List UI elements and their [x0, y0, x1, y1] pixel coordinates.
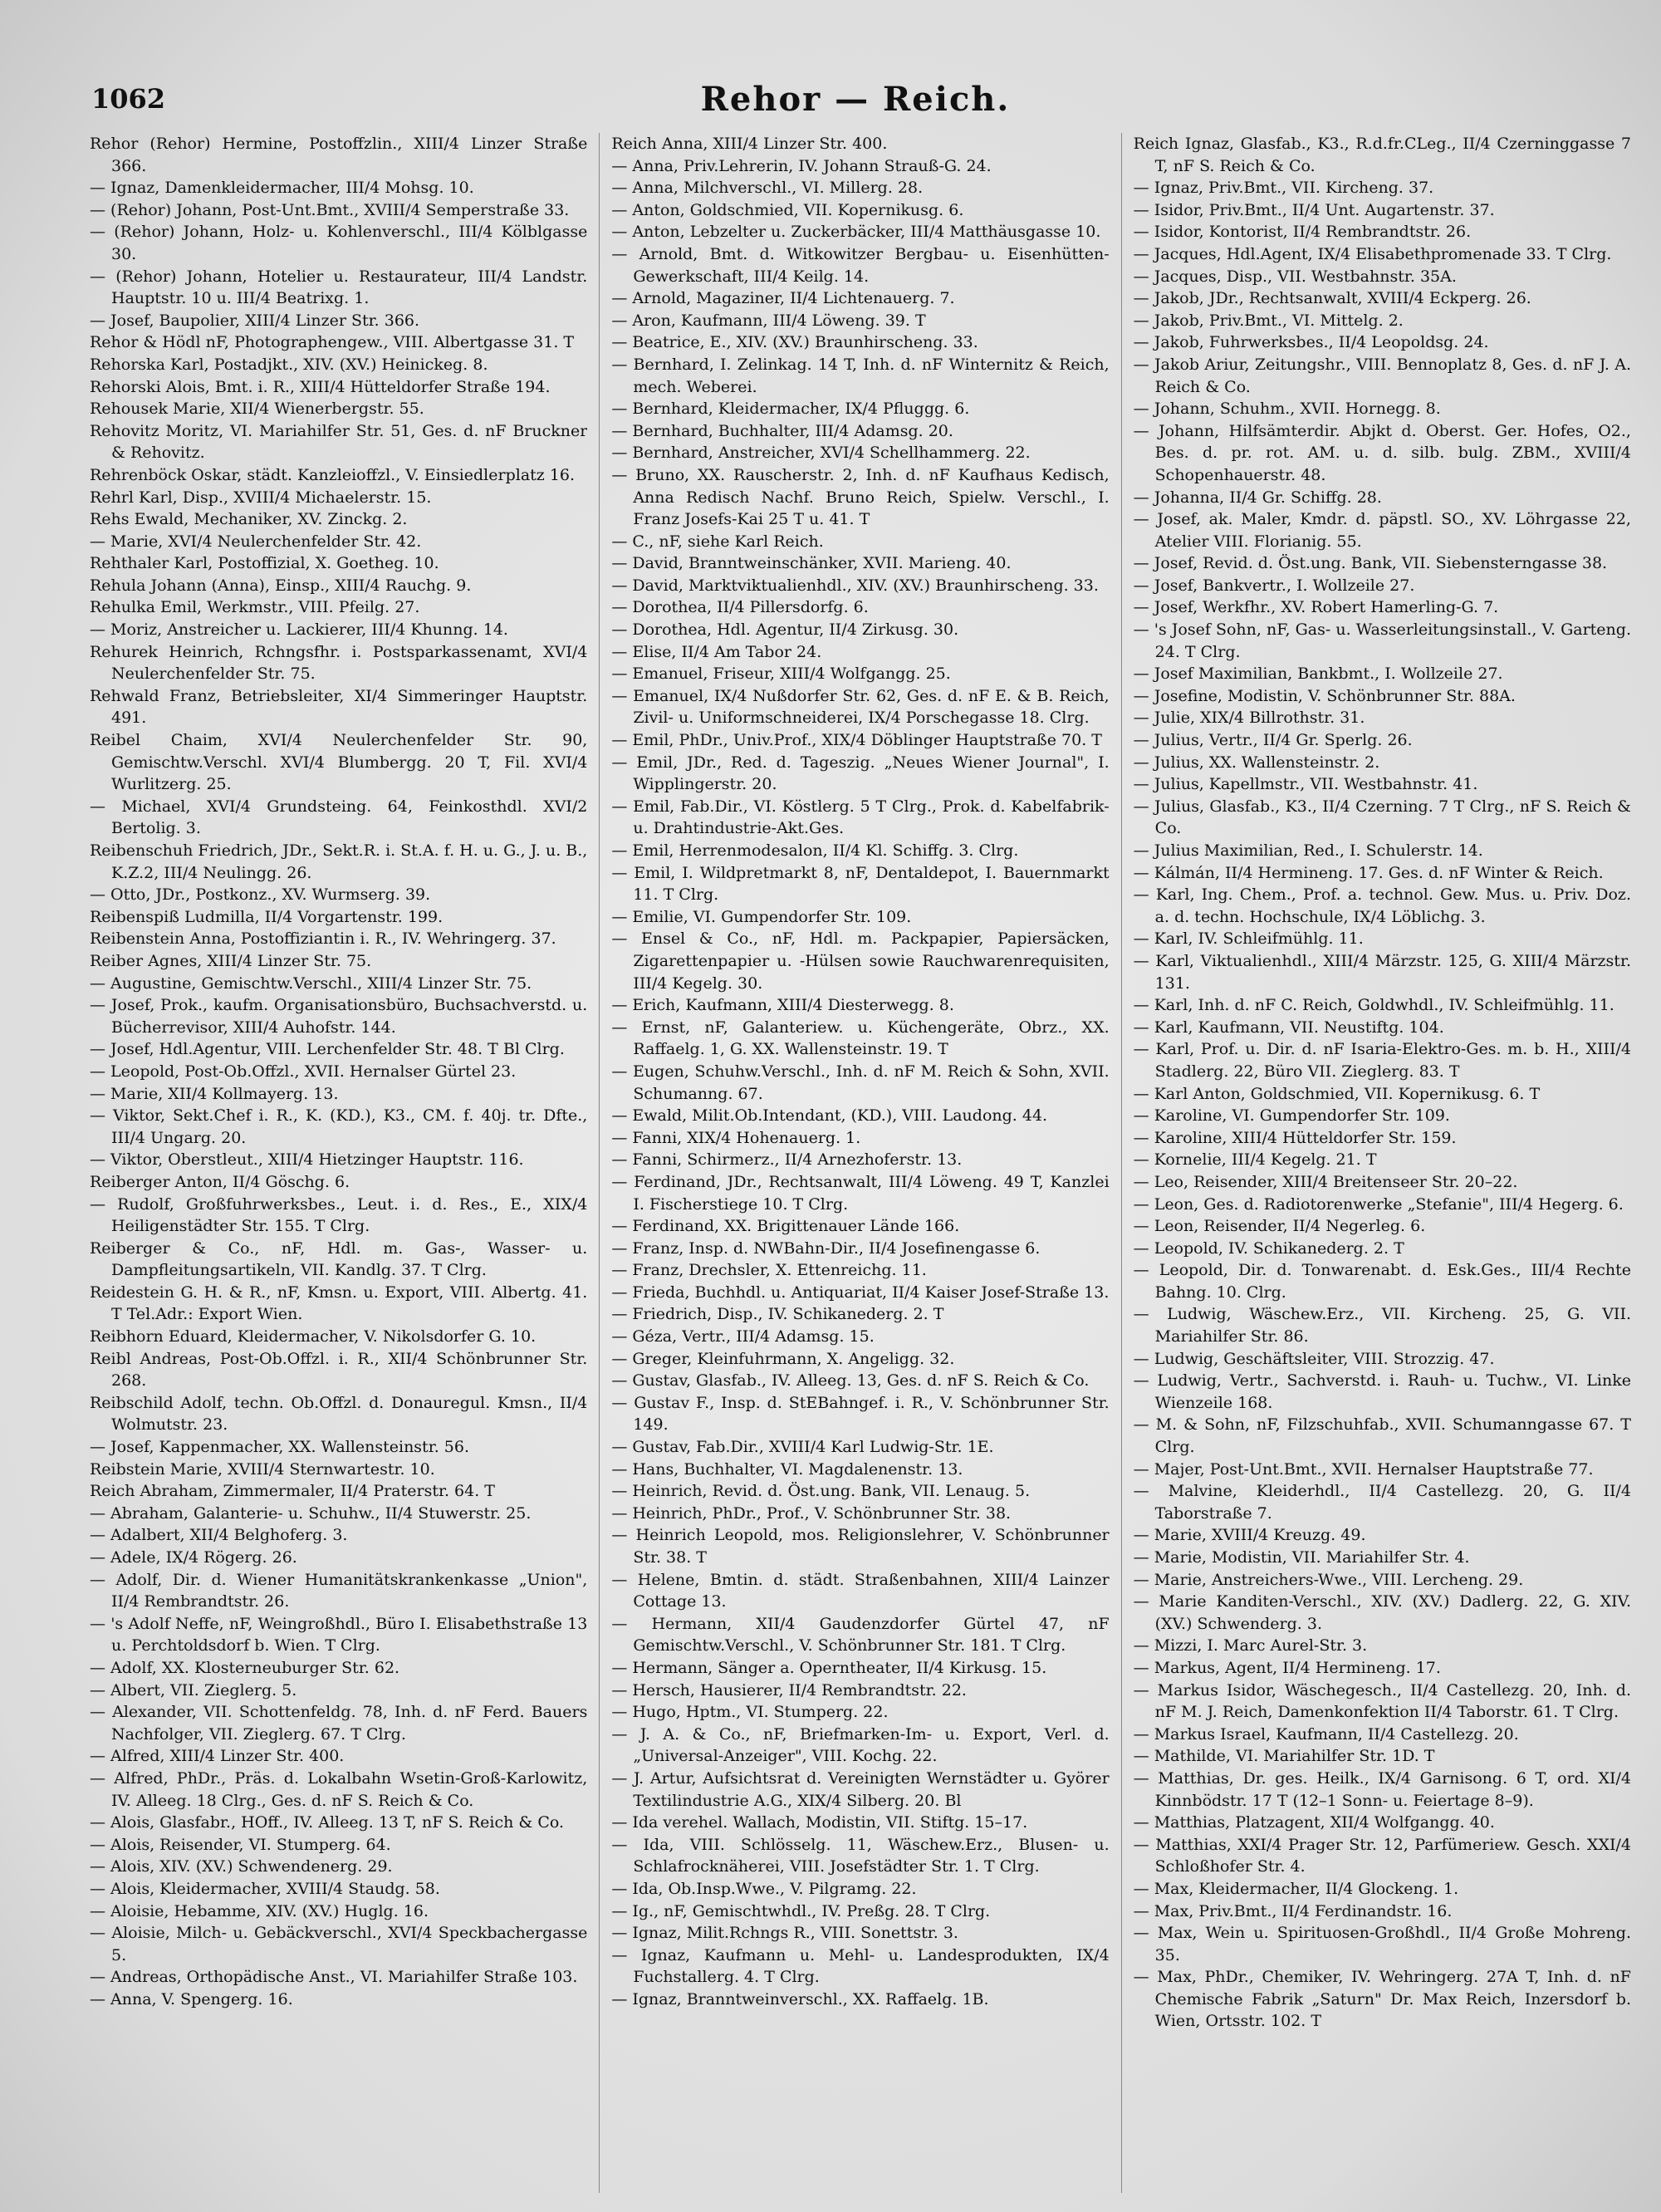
directory-entry: Rehovitz Moritz, VI. Mariahilfer Str. 51, Ges. d. nF Bruckner & Rehovitz. — [90, 421, 588, 463]
column-2 — [611, 133, 1109, 2193]
directory-entry: — Otto, JDr., Postkonz., XV. Wurmserg. 39. — [90, 885, 431, 905]
directory-entry: Rehrl Karl, Disp., XVIII/4 Michaelerstr. 15. — [90, 488, 432, 507]
directory-entry: — Viktor, Sekt.Chef i. R., K. (KD.), K3., CM. f. 40j. tr. Dfte., III/4 Ungarg. 20. — [90, 1106, 588, 1147]
directory-entry: — Emanuel, IX/4 Nußdorfer Str. 62, Ges. d. nF E. & B. Reich, Zivil- u. Uniformschneiderei, IX/4 Porschegasse 18. Clrg. — [611, 686, 1110, 728]
directory-entry: — Aron, Kaufmann, III/4 Löweng. 39. T — [611, 311, 926, 330]
directory-entry: — Erich, Kaufmann, XIII/4 Diesterwegg. 8. — [611, 996, 954, 1015]
directory-entry: — Gustav, Glasfab., IV. Alleeg. 13, Ges. d. nF S. Reich & Co. — [611, 1371, 1090, 1390]
directory-entry: — Bruno, XX. Rauscherstr. 2, Inh. d. nF Kaufhaus Kedisch, Anna Redisch Nachf. Bruno Reich, Spielw. Verschl., I. Franz Josefs-Kai 25 T u. 41. T — [611, 465, 1110, 529]
directory-entry: — Josef, Prok., kaufm. Organisationsbüro, Buchsachverstd. u. Bücherrevisor, XIII/4 Auhofstr. 144. — [90, 996, 588, 1037]
directory-entry: Rehorska Karl, Postadjkt., XIV. (XV.) Heinickeg. 8. — [90, 355, 488, 374]
directory-entry: — Albert, VII. Zieglerg. 5. — [90, 1680, 297, 1699]
directory-entry: Reibenschuh Friedrich, JDr., Sekt.R. i. St.A. f. H. u. G., J. u. B., K.Z.2, III/4 Neulingg. 26. — [90, 841, 588, 882]
directory-entry: — Mathilde, VI. Mariahilfer Str. 1D. T — [1133, 1747, 1435, 1766]
directory-entry: — Géza, Vertr., III/4 Adamsg. 15. — [611, 1327, 875, 1346]
directory-entry: — Josef, Revid. d. Öst.ung. Bank, VII. Siebensterngasse 38. — [1133, 554, 1608, 573]
directory-entry: Reibschild Adolf, techn. Ob.Offzl. d. Donauregul. Kmsn., II/4 Wolmutstr. 23. — [90, 1393, 588, 1435]
directory-entry: — Jacques, Disp., VII. Westbahnstr. 35A. — [1133, 267, 1457, 286]
directory-entry: — Frieda, Buchhdl. u. Antiquariat, II/4 Kaiser Josef-Straße 13. — [611, 1283, 1110, 1302]
directory-entry: — Hermann, XII/4 Gaudenzdorfer Gürtel 47, nF Gemischtw.Verschl., V. Schönbrunner Str. 181. T Clrg. — [611, 1614, 1110, 1655]
directory-entry: — Ewald, Milit.Ob.Intendant, (KD.), VIII. Laudong. 44. — [611, 1106, 1048, 1126]
directory-entry: — Ida verehel. Wallach, Modistin, VII. Stiftg. 15–17. — [611, 1813, 1028, 1832]
directory-entry: — Leon, Ges. d. Radiotorenwerke „Stefanie", III/4 Hegerg. 6. — [1133, 1194, 1624, 1214]
directory-entry: — Isidor, Kontorist, II/4 Rembrandtstr. 26. — [1133, 223, 1472, 242]
directory-entry: — Hans, Buchhalter, VI. Magdalenenstr. 13. — [611, 1459, 963, 1479]
directory-entry: Rehrenböck Oskar, städt. Kanzleioffzl., V. Einsiedlerplatz 16. — [90, 465, 576, 484]
directory-entry: — Matthias, XXI/4 Prager Str. 12, Parfümeriew. Gesch. XXI/4 Schloßhofer Str. 4. — [1133, 1835, 1631, 1876]
directory-entry: Reibhorn Eduard, Kleidermacher, V. Nikolsdorfer G. 10. — [90, 1327, 537, 1346]
directory-entry: — Ignaz, Branntweinverschl., XX. Raffaelg. 1B. — [611, 1989, 989, 2008]
directory-entry: — Ig., nF, Gemischtwhdl., IV. Preßg. 28. T Clrg. — [611, 1901, 991, 1920]
directory-entry: — Adalbert, XII/4 Belghoferg. 3. — [90, 1526, 348, 1545]
directory-entry: — Karoline, XIII/4 Hütteldorfer Str. 159. — [1133, 1128, 1457, 1147]
directory-entry: Rehor (Rehor) Hermine, Postoffzlin., XIII/4 Linzer Straße 366. — [90, 135, 588, 175]
directory-entry: — Eugen, Schuhw.Verschl., Inh. d. nF M. Reich & Sohn, XVII. Schumanng. 67. — [611, 1062, 1110, 1103]
directory-entry: — Bernhard, Buchhalter, III/4 Adamsg. 20. — [611, 421, 953, 440]
directory-entry: — M. & Sohn, nF, Filzschuhfab., XVII. Schumanngasse 67. T Clrg. — [1133, 1415, 1631, 1457]
directory-entry: — Abraham, Galanterie- u. Schuhw., II/4 Stuwerstr. 25. — [90, 1503, 532, 1523]
directory-entry: — Marie, XVIII/4 Kreuzg. 49. — [1133, 1526, 1366, 1545]
directory-entry: — (Rehor) Johann, Holz- u. Kohlenverschl., III/4 Kölblgasse 30. — [90, 223, 588, 263]
directory-entry: — Alfred, XIII/4 Linzer Str. 400. — [90, 1747, 345, 1766]
directory-entry: — Ludwig, Wäschew.Erz., VII. Kircheng. 25, G. VII. Mariahilfer Str. 86. — [1133, 1305, 1631, 1346]
directory-entry: — Gustav, Fab.Dir., XVIII/4 Karl Ludwig-Str. 1E. — [611, 1438, 994, 1457]
directory-entry: — Max, Priv.Bmt., II/4 Ferdinandstr. 16. — [1133, 1901, 1453, 1920]
directory-entry: Rehwald Franz, Betriebsleiter, XI/4 Simmeringer Hauptstr. 491. — [90, 686, 588, 728]
directory-entry: — Julius, Kapellmstr., VII. Westbahnstr. 41. — [1133, 775, 1478, 794]
directory-entry: — Markus, Agent, II/4 Hermineng. 17. — [1133, 1658, 1441, 1677]
directory-entry: — Alois, Kleidermacher, XVIII/4 Staudg. 58. — [90, 1879, 440, 1898]
directory-entry: — Arnold, Magaziner, II/4 Lichtenauerg. 7. — [611, 289, 955, 308]
directory-entry: — Bernhard, Kleidermacher, IX/4 Pfluggg. 6. — [611, 400, 970, 419]
directory-entry: — Jakob, Priv.Bmt., VI. Mittelg. 2. — [1133, 311, 1404, 330]
directory-entry: — Anna, Priv.Lehrerin, IV. Johann Strauß-G. 24. — [611, 156, 992, 175]
directory-entry: — Max, PhDr., Chemiker, IV. Wehringerg. 27A T, Inh. d. nF Chemische Fabrik „Saturn" Dr. Max Reich, Inzersdorf b. Wien, Ortsstr. 102. T — [1133, 1968, 1631, 2031]
directory-entry: — Alois, XIV. (XV.) Schwendenerg. 29. — [90, 1857, 393, 1876]
directory-entry: Rehor & Hödl nF, Photographengew., VIII. Albertgasse 31. T — [90, 333, 575, 352]
directory-entry: — Karl, IV. Schleifmühlg. 11. — [1133, 929, 1364, 949]
directory-entry: — Markus Isidor, Wäschegesch., II/4 Castellezg. 20, Inh. d. nF M. J. Reich, Damenkonfektion II/4 Taborstr. 61. T Clrg. — [1133, 1680, 1631, 1722]
directory-entry: — Hugo, Hptm., VI. Stumperg. 22. — [611, 1703, 889, 1722]
directory-entry: — J. A. & Co., nF, Briefmarken-Im- u. Export, Verl. d. „Universal-Anzeiger", VIII. Kochg. 22. — [611, 1724, 1110, 1766]
directory-entry: — J. Artur, Aufsichtsrat d. Vereinigten Wernstädter u. Györer Textilindustrie A.G., XIX/4 Silberg. 20. Bl — [611, 1768, 1110, 1810]
directory-entry: — Alois, Glasfabr., HOff., IV. Alleeg. 13 T, nF S. Reich & Co. — [90, 1813, 565, 1832]
directory-entry: — Josef, Baupolier, XIII/4 Linzer Str. 366. — [90, 311, 420, 330]
directory-entry: — Marie, Anstreichers-Wwe., VIII. Lercheng. 29. — [1133, 1570, 1524, 1589]
directory-entry: — Franz, Insp. d. NWBahn-Dir., II/4 Josefinengasse 6. — [611, 1238, 1041, 1258]
directory-entry: — Ignaz, Priv.Bmt., VII. Kircheng. 37. — [1133, 179, 1434, 198]
page-number: 1062 — [91, 83, 166, 115]
directory-entry: — Josef, ak. Maler, Kmdr. d. päpstl. SO., XV. Löhrgasse 22, Atelier VIII. Florianig. 55. — [1133, 510, 1631, 551]
directory-entry: — Alfred, PhDr., Präs. d. Lokalbahn Wsetin-Groß-Karlowitz, IV. Alleeg. 18 Clrg., Ges. d. nF S. Reich & Co. — [90, 1768, 588, 1810]
directory-entry: — Ludwig, Vertr., Sachverstd. i. Rauh- u. Tuchw., VI. Linke Wienzeile 168. — [1133, 1371, 1631, 1412]
directory-entry: — Marie, XII/4 Kollmayerg. 13. — [90, 1084, 339, 1103]
directory-entry: — Emil, JDr., Red. d. Tageszig. „Neues Wiener Journal", I. Wipplingerstr. 20. — [611, 753, 1110, 794]
directory-entry: — Rudolf, Großfuhrwerksbes., Leut. i. d. Res., E., XIX/4 Heiligenstädter Str. 155. T Clrg. — [90, 1194, 588, 1236]
directory-entry: — Karl, Viktualienhdl., XIII/4 Märzstr. 125, G. XIII/4 Märzstr. 131. — [1133, 951, 1631, 993]
directory-entry: — David, Branntweinschänker, XVII. Marieng. 40. — [611, 554, 1012, 573]
directory-entry: — Dorothea, II/4 Pillersdorfg. 6. — [611, 598, 869, 617]
directory-entry: Rehulka Emil, Werkmstr., VIII. Pfeilg. 27. — [90, 598, 420, 617]
directory-entry: — David, Marktviktualienhdl., XIV. (XV.) Braunhirscheng. 33. — [611, 576, 1099, 595]
directory-entry: Reiber Agnes, XIII/4 Linzer Str. 75. — [90, 951, 372, 970]
directory-entry: — Josef Maximilian, Bankbmt., I. Wollzeile 27. — [1133, 665, 1503, 684]
directory-entry: — Beatrice, E., XIV. (XV.) Braunhirscheng. 33. — [611, 333, 978, 352]
directory-entry: — Aloisie, Hebamme, XIV. (XV.) Huglg. 16. — [90, 1901, 429, 1920]
directory-entry: — Ernst, nF, Galanteriew. u. Küchengeräte, Obrz., XX. Raffaelg. 1, G. XX. Wallensteinstr. 19. T — [611, 1018, 1110, 1059]
directory-entry: — Andreas, Orthopädische Anst., VI. Mariahilfer Straße 103. — [90, 1968, 578, 1987]
directory-entry: — Marie, Modistin, VII. Mariahilfer Str. 4. — [1133, 1548, 1470, 1567]
directory-entry: — Julius, Glasfab., K3., II/4 Czerning. 7 T Clrg., nF S. Reich & Co. — [1133, 797, 1631, 838]
directory-entry: — Marie, XVI/4 Neulerchenfelder Str. 42. — [90, 532, 422, 551]
directory-entry: — Kálmán, II/4 Hermineng. 17. Ges. d. nF Winter & Reich. — [1133, 863, 1604, 882]
directory-entry: — Dorothea, Hdl. Agentur, II/4 Zirkusg. 30. — [611, 620, 959, 640]
directory-entry: — Karl Anton, Goldschmied, VII. Kopernikusg. 6. T — [1133, 1084, 1541, 1103]
directory-entry: — Karl, Prof. u. Dir. d. nF Isaria-Elektro-Ges. m. b. H., XIII/4 Stadlerg. 22, Büro VII. Zieglerg. 83. T — [1133, 1040, 1631, 1081]
directory-entry: — Friedrich, Disp., IV. Schikanederg. 2. T — [611, 1305, 944, 1324]
directory-entry: — Max, Wein u. Spirituosen-Großhdl., II/4 Große Mohreng. 35. — [1133, 1924, 1631, 1964]
directory-entry: — Karl, Kaufmann, VII. Neustiftg. 104. — [1133, 1018, 1444, 1037]
directory-entry: Reich Ignaz, Glasfab., K3., R.d.fr.CLeg., II/4 Czerninggasse 7 T, nF S. Reich & Co. — [1133, 135, 1631, 175]
directory-entry: — Adolf, XX. Klosterneuburger Str. 62. — [90, 1658, 400, 1677]
directory-entry: — Emilie, VI. Gumpendorfer Str. 109. — [611, 907, 912, 926]
directory-entry: — Karl, Ing. Chem., Prof. a. technol. Gew. Mus. u. Priv. Doz. a. d. techn. Hochschule, IX/4 Löblichg. 3. — [1133, 885, 1631, 926]
directory-entry: — Anna, V. Spengerg. 16. — [90, 1989, 293, 2008]
directory-entry: — Arnold, Bmt. d. Witkowitzer Bergbau- u. Eisenhütten-Gewerkschaft, III/4 Keilg. 14. — [611, 244, 1110, 286]
directory-entry: Rehs Ewald, Mechaniker, XV. Zinckg. 2. — [90, 510, 408, 529]
directory-entry: — Max, Kleidermacher, II/4 Glockeng. 1. — [1133, 1879, 1459, 1898]
directory-entry: — Leopold, Post-Ob.Offzl., XVII. Hernalser Gürtel 23. — [90, 1062, 517, 1081]
directory-entry: — Markus Israel, Kaufmann, II/4 Castellezg. 20. — [1133, 1724, 1519, 1744]
column-divider — [1121, 133, 1122, 2193]
directory-entry: — Johann, Schuhm., XVII. Hornegg. 8. — [1133, 400, 1441, 419]
directory-entry: — Ferdinand, XX. Brigittenauer Lände 166. — [611, 1217, 960, 1236]
directory-entry: — Josef, Hdl.Agentur, VIII. Lerchenfelder Str. 48. T Bl Clrg. — [90, 1040, 565, 1059]
directory-entry: — (Rehor) Johann, Hotelier u. Restaurateur, III/4 Landstr. Hauptstr. 10 u. III/4 Beatrixg. 1. — [90, 267, 588, 308]
directory-entry: — Augustine, Gemischtw.Verschl., XIII/4 Linzer Str. 75. — [90, 974, 532, 993]
column-divider — [599, 133, 600, 2193]
entry-columns — [90, 133, 1631, 2193]
directory-entry: Rehousek Marie, XII/4 Wienerbergstr. 55. — [90, 400, 424, 419]
directory-entry: — Josef, Kappenmacher, XX. Wallensteinstr. 56. — [90, 1438, 469, 1457]
directory-entry: — Anton, Goldschmied, VII. Kopernikusg. 6. — [611, 200, 964, 219]
directory-entry: — Ferdinand, JDr., Rechtsanwalt, III/4 Löweng. 49 T, Kanzlei I. Fischerstiege 10. T Clrg. — [611, 1172, 1110, 1214]
directory-entry: — Emil, Fab.Dir., VI. Köstlerg. 5 T Clrg., Prok. d. Kabelfabrik- u. Drahtindustrie-Akt.Ges. — [611, 797, 1110, 838]
directory-entry: — 's Josef Sohn, nF, Gas- u. Wasserleitungsinstall., V. Garteng. 24. T Clrg. — [1133, 620, 1631, 661]
directory-entry: Reiberger & Co., nF, Hdl. m. Gas-, Wasser- u. Dampfleitungsartikeln, VII. Kandlg. 37. T Clrg. — [90, 1238, 588, 1280]
directory-entry: Reibstein Marie, XVIII/4 Sternwartestr. 10. — [90, 1459, 435, 1479]
directory-entry: — Moriz, Anstreicher u. Lackierer, III/4 Khunng. 14. — [90, 620, 508, 640]
directory-entry: — Elise, II/4 Am Tabor 24. — [611, 642, 822, 661]
directory-entry: — Ida, VIII. Schlösselg. 11, Wäschew.Erz., Blusen- u. Schlafrocknäherei, VIII. Josefstädter Str. 1. T Clrg. — [611, 1835, 1110, 1876]
directory-entry: — Franz, Drechsler, X. Ettenreichg. 11. — [611, 1261, 927, 1280]
directory-entry: — (Rehor) Johann, Post-Unt.Bmt., XVIII/4 Semperstraße 33. — [90, 200, 570, 219]
directory-entry: — Julius, XX. Wallensteinstr. 2. — [1133, 753, 1380, 772]
directory-entry: — Marie Kanditen-Verschl., XIV. (XV.) Dadlerg. 22, G. XIV. (XV.) Schwenderg. 3. — [1133, 1592, 1631, 1633]
directory-entry: — Kornelie, III/4 Kegelg. 21. T — [1133, 1150, 1377, 1170]
directory-entry: Rehula Johann (Anna), Einsp., XIII/4 Rauchg. 9. — [90, 576, 472, 595]
directory-entry: — Julie, XIX/4 Billrothstr. 31. — [1133, 709, 1365, 728]
directory-entry: — Jakob Ariur, Zeitungshr., VIII. Bennoplatz 8, Ges. d. nF J. A. Reich & Co. — [1133, 355, 1631, 396]
directory-entry: Reibenspiß Ludmilla, II/4 Vorgartenstr. 199. — [90, 907, 443, 926]
directory-entry: — Aloisie, Milch- u. Gebäckverschl., XVI/4 Speckbachergasse 5. — [90, 1924, 588, 1964]
directory-entry: — Viktor, Oberstleut., XIII/4 Hietzinger Hauptstr. 116. — [90, 1150, 524, 1170]
directory-entry: — Jakob, Fuhrwerksbes., II/4 Leopoldsg. 24. — [1133, 333, 1489, 352]
directory-entry: — Greger, Kleinfuhrmann, X. Angeligg. 32. — [611, 1349, 955, 1368]
directory-entry: — Josef, Bankvertr., I. Wollzeile 27. — [1133, 576, 1415, 595]
directory-entry: — Leopold, Dir. d. Tonwarenabt. d. Esk.Ges., III/4 Rechte Bahng. 10. Clrg. — [1133, 1261, 1631, 1302]
directory-entry: — Matthias, Dr. ges. Heilk., IX/4 Garnisong. 6 T, ord. XI/4 Kinnbödstr. 17 T (12–1 Sonn- u. Feiertage 8–9). — [1133, 1768, 1631, 1810]
directory-entry: — Gustav F., Insp. d. StEBahngef. i. R., V. Schönbrunner Str. 149. — [611, 1393, 1110, 1435]
directory-entry: — Heinrich Leopold, mos. Religionslehrer, V. Schönbrunner Str. 38. T — [611, 1526, 1110, 1567]
directory-entry: Reich Anna, XIII/4 Linzer Str. 400. — [611, 135, 888, 153]
directory-entry: Reich Abraham, Zimmermaler, II/4 Praterstr. 64. T — [90, 1482, 495, 1501]
directory-entry: — Hermann, Sänger a. Operntheater, II/4 Kirkusg. 15. — [611, 1658, 1047, 1677]
directory-entry: — Michael, XVI/4 Grundsteing. 64, Feinkosthdl. XVI/2 Bertolig. 3. — [90, 797, 588, 838]
directory-entry: — Ignaz, Kaufmann u. Mehl- u. Landesprodukten, IX/4 Fuchstallerg. 4. T Clrg. — [611, 1945, 1110, 1987]
directory-entry: — Matthias, Platzagent, XII/4 Wolfgangg. 40. — [1133, 1813, 1495, 1832]
directory-entry: — Ignaz, Damenkleidermacher, III/4 Mohsg. 10. — [90, 179, 474, 198]
directory-entry: Reibenstein Anna, Postoffiziantin i. R., IV. Wehringerg. 37. — [90, 929, 556, 949]
directory-entry: — Helene, Bmtin. d. städt. Straßenbahnen, XIII/4 Lainzer Cottage 13. — [611, 1570, 1110, 1611]
directory-entry: — Adolf, Dir. d. Wiener Humanitätskrankenkasse „Union", II/4 Rembrandtstr. 26. — [90, 1570, 588, 1611]
directory-entry: — Johann, Hilfsämterdir. Abjkt d. Oberst. Ger. Hofes, O2., Bes. d. pr. rot. AM. u. d. silb. bulg. ZBM., XVIII/4 Schopenhauerstr. 48. — [1133, 421, 1631, 484]
directory-entry: — Julius, Vertr., II/4 Gr. Sperlg. 26. — [1133, 731, 1413, 750]
directory-entry: — Adele, IX/4 Rögerg. 26. — [90, 1548, 297, 1567]
directory-entry: — Anton, Lebzelter u. Zuckerbäcker, III/4 Matthäusgasse 10. — [611, 223, 1101, 242]
directory-entry: — Bernhard, Anstreicher, XVI/4 Schellhammerg. 22. — [611, 444, 1031, 463]
directory-entry: Reibl Andreas, Post-Ob.Offzl. i. R., XII/4 Schönbrunner Str. 268. — [90, 1349, 588, 1390]
directory-entry: — Julius Maximilian, Red., I. Schulerstr. 14. — [1133, 841, 1483, 860]
directory-entry: — Jakob, JDr., Rechtsanwalt, XVIII/4 Eckperg. 26. — [1133, 289, 1531, 308]
directory-entry: Reidestein G. H. & R., nF, Kmsn. u. Export, VIII. Albertg. 41. T Tel.Adr.: Export Wien. — [90, 1283, 588, 1324]
directory-entry: Rehurek Heinrich, Rchngsfhr. i. Postsparkassenamt, XVI/4 Neulerchenfelder Str. 75. — [90, 642, 588, 684]
directory-entry: — Fanni, XIX/4 Hohenauerg. 1. — [611, 1128, 861, 1147]
directory-entry: — Ida, Ob.Insp.Wwe., V. Pilgramg. 22. — [611, 1879, 917, 1898]
directory-entry: — Josef, Werkfhr., XV. Robert Hamerling-G. 7. — [1133, 598, 1499, 617]
directory-entry: — Fanni, Schirmerz., II/4 Arnezhoferstr. 13. — [611, 1150, 963, 1170]
directory-entry: — Leon, Reisender, II/4 Negerleg. 6. — [1133, 1217, 1426, 1236]
directory-entry: — Karl, Inh. d. nF C. Reich, Goldwhdl., IV. Schleifmühlg. 11. — [1133, 996, 1614, 1015]
directory-entry: — C., nF, siehe Karl Reich. — [611, 532, 824, 551]
directory-entry: — Emil, Herrenmodesalon, II/4 Kl. Schiffg. 3. Clrg. — [611, 841, 1019, 860]
directory-entry: Rehorski Alois, Bmt. i. R., XIII/4 Hütteldorfer Straße 194. — [90, 377, 551, 396]
directory-entry: Rehthaler Karl, Postoffizial, X. Goetheg. 10. — [90, 554, 439, 573]
column-1 — [90, 133, 587, 2193]
directory-entry: Reibel Chaim, XVI/4 Neulerchenfelder Str. 90, Gemischtw.Verschl. XVI/4 Blumbergg. 20 T, Fil. XVI/4 Wurlitzerg. 25. — [90, 731, 588, 794]
directory-entry: — 's Adolf Neffe, nF, Weingroßhdl., Büro I. Elisabethstraße 13 u. Perchtoldsdorf b. Wien. T Clrg. — [90, 1614, 588, 1655]
running-head: Rehor — Reich. — [700, 80, 1011, 119]
directory-entry: — Anna, Milchverschl., VI. Millerg. 28. — [611, 179, 924, 198]
directory-entry: — Karoline, VI. Gumpendorfer Str. 109. — [1133, 1106, 1450, 1126]
directory-entry: Reiberger Anton, II/4 Göschg. 6. — [90, 1172, 350, 1191]
directory-entry: — Heinrich, PhDr., Prof., V. Schönbrunner Str. 38. — [611, 1503, 1012, 1523]
page-header — [91, 76, 1619, 126]
directory-entry: — Emil, I. Wildpretmarkt 8, nF, Dentaldepot, I. Bauernmarkt 11. T Clrg. — [611, 863, 1110, 905]
directory-entry: — Ensel & Co., nF, Hdl. m. Packpapier, Papiersäcken, Zigarettenpapier u. -Hülsen sowie Rauchwarenrequisiten, III/4 Kegelg. 30. — [611, 929, 1110, 993]
directory-entry: — Heinrich, Revid. d. Öst.ung. Bank, VII. Lenaug. 5. — [611, 1482, 1031, 1501]
directory-entry: — Emanuel, Friseur, XIII/4 Wolfgangg. 25. — [611, 665, 951, 684]
directory-entry: — Isidor, Priv.Bmt., II/4 Unt. Augartenstr. 37. — [1133, 200, 1495, 219]
directory-entry: — Majer, Post-Unt.Bmt., XVII. Hernalser Hauptstraße 77. — [1133, 1459, 1594, 1479]
directory-entry: — Jacques, Hdl.Agent, IX/4 Elisabethpromenade 33. T Clrg. — [1133, 244, 1612, 263]
directory-entry: — Leopold, IV. Schikanederg. 2. T — [1133, 1238, 1404, 1258]
directory-entry: — Mizzi, I. Marc Aurel-Str. 3. — [1133, 1636, 1368, 1655]
directory-entry: — Leo, Reisender, XIII/4 Breitenseer Str. 20–22. — [1133, 1172, 1518, 1191]
directory-entry: — Johanna, II/4 Gr. Schiffg. 28. — [1133, 488, 1382, 507]
directory-entry: — Ignaz, Milit.Rchngs R., VIII. Sonettstr. 3. — [611, 1924, 958, 1943]
directory-entry: — Malvine, Kleiderhdl., II/4 Castellezg. 20, G. II/4 Taborstraße 7. — [1133, 1482, 1631, 1523]
column-3 — [1134, 133, 1631, 2193]
directory-entry: — Alexander, VII. Schottenfeldg. 78, Inh. d. nF Ferd. Bauers Nachfolger, VII. Zieglerg. 67. T Clrg. — [90, 1703, 588, 1744]
directory-entry: — Ludwig, Geschäftsleiter, VIII. Strozzig. 47. — [1133, 1349, 1495, 1368]
directory-entry: — Bernhard, I. Zelinkag. 14 T, Inh. d. nF Winternitz & Reich, mech. Weberei. — [611, 355, 1110, 396]
directory-entry: — Alois, Reisender, VI. Stumperg. 64. — [90, 1835, 391, 1854]
directory-entry: — Emil, PhDr., Univ.Prof., XIX/4 Döblinger Hauptstraße 70. T — [611, 731, 1102, 750]
directory-entry: — Hersch, Hausierer, II/4 Rembrandtstr. 22. — [611, 1680, 967, 1699]
directory-entry: — Josefine, Modistin, V. Schönbrunner Str. 88A. — [1133, 686, 1516, 705]
